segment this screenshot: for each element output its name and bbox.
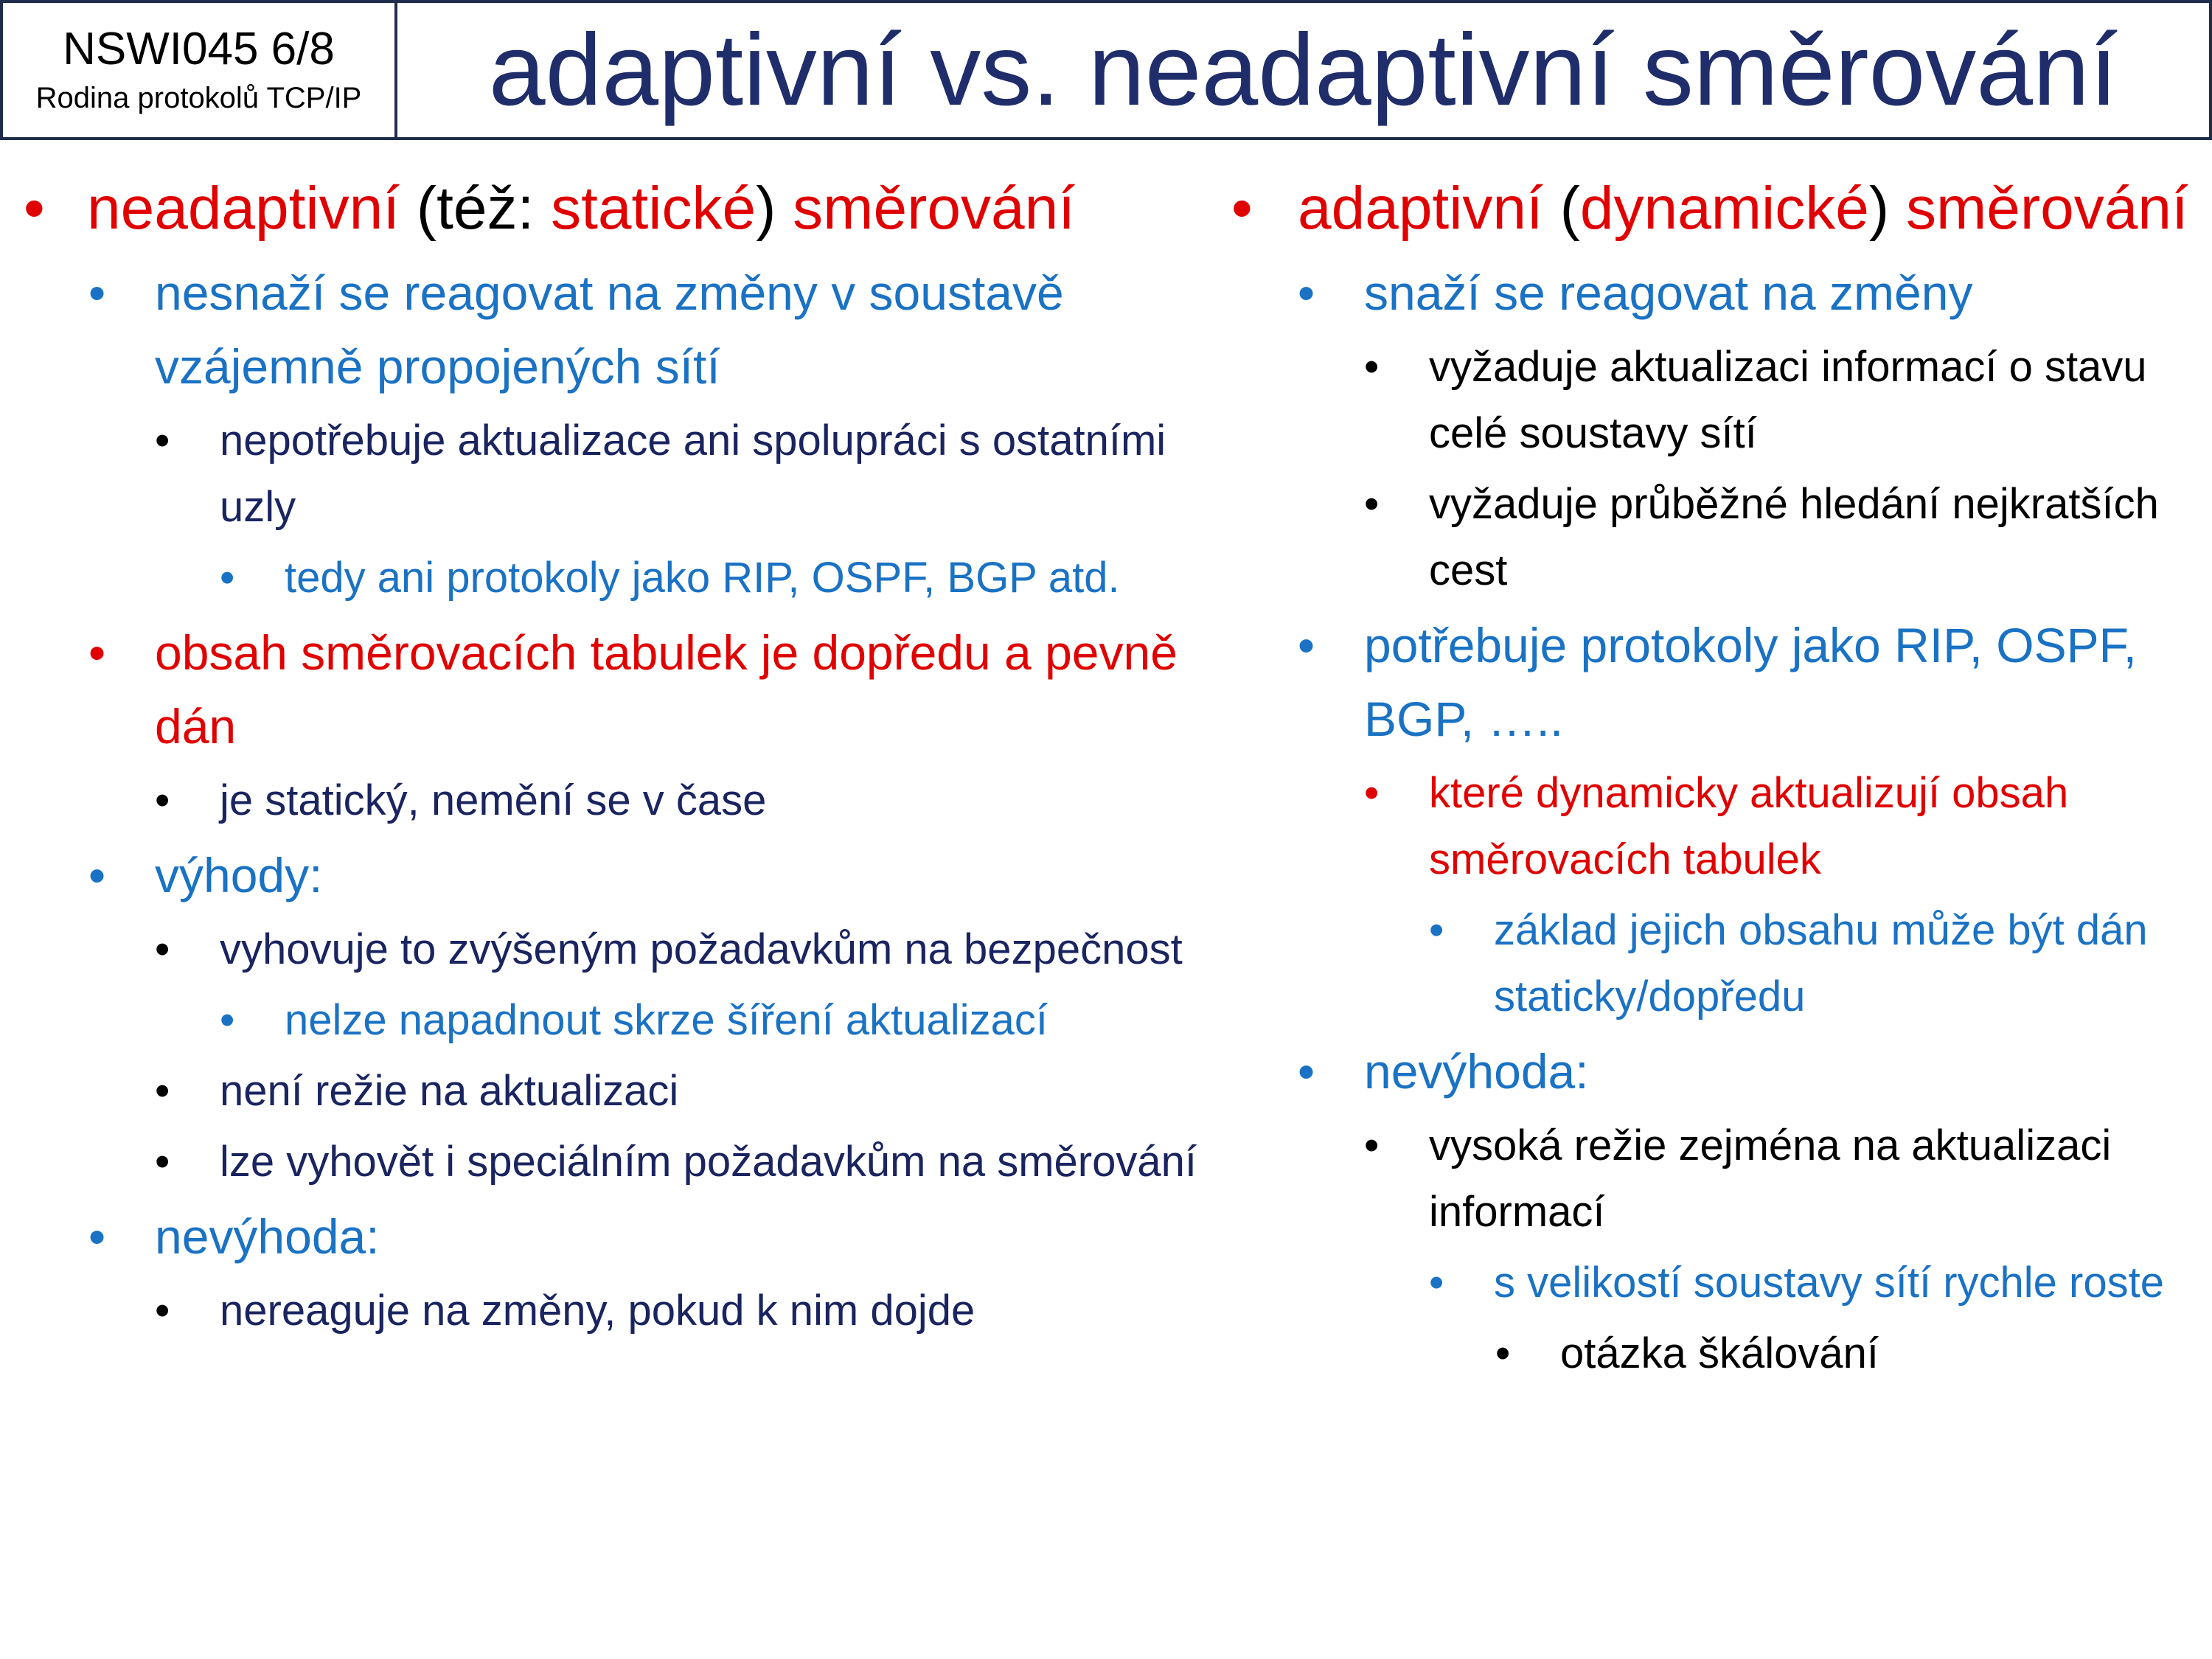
- left-heading-part-5: směrování: [793, 175, 1075, 242]
- right-heading-part-3: dynamické: [1579, 175, 1869, 242]
- title-area: [397, 3, 2209, 137]
- page-title: adaptivní vs. neadaptivní směrování: [488, 13, 2118, 127]
- bullet-icon: •: [88, 265, 106, 320]
- list-item: [0, 1129, 1231, 1195]
- list-item: [0, 1200, 1231, 1273]
- list-item-text: výhody:: [155, 848, 323, 902]
- bullet-icon: •: [1231, 175, 1253, 242]
- list-item: [1209, 256, 2212, 330]
- list-item: [0, 917, 1231, 983]
- right-heading-part-4: ): [1868, 175, 1906, 242]
- list-item-text: nereaguje na změny, pokud k nim dojde: [220, 1287, 975, 1335]
- right-heading-part-1: adaptivní: [1298, 175, 1543, 242]
- bullet-icon: •: [155, 1067, 170, 1115]
- list-item-text: potřebuje protokoly jako RIP, OSPF, BGP, …..: [1364, 618, 2138, 746]
- bullet-icon: •: [1364, 480, 1380, 528]
- bullet-icon: •: [1364, 769, 1380, 817]
- bullet-icon: •: [24, 175, 45, 242]
- bullet-icon: •: [88, 625, 106, 680]
- bullet-icon: •: [155, 417, 170, 465]
- bullet-icon: •: [1298, 1044, 1315, 1099]
- list-item: [1209, 1034, 2212, 1108]
- list-item-text: lze vyhovět i speciálním požadavkům na směrování: [220, 1138, 1197, 1186]
- bullet-icon: •: [1429, 906, 1444, 954]
- list-item-text: vyžaduje průběžné hledání nejkratších cest: [1429, 480, 2159, 594]
- list-item: [0, 987, 1231, 1054]
- list-item: [1209, 1250, 2212, 1316]
- right-heading-part-2: (: [1543, 175, 1580, 242]
- bullet-icon: •: [1298, 265, 1315, 320]
- list-item-text: není režie na aktualizaci: [220, 1067, 679, 1115]
- list-item-text: nevýhoda:: [1364, 1044, 1589, 1099]
- list-item-text: nesnaží se reagovat na změny v soustavě vzájemně propojených sítí: [155, 265, 1064, 394]
- bullet-icon: •: [155, 776, 170, 824]
- list-item: [0, 838, 1231, 912]
- bullet-icon: •: [1364, 1121, 1380, 1169]
- left-heading-part-2: (též:: [400, 175, 552, 242]
- left-heading-part-4: ): [756, 175, 793, 242]
- bullet-icon: •: [220, 996, 235, 1044]
- bullet-icon: •: [1298, 618, 1315, 672]
- bullet-icon: •: [220, 554, 235, 602]
- left-heading-part-1: neadaptivní: [87, 175, 400, 242]
- list-item-text: tedy ani protokoly jako RIP, OSPF, BGP atd.: [285, 554, 1120, 602]
- right-heading: [1209, 166, 2212, 251]
- bullet-icon: •: [1495, 1329, 1511, 1377]
- list-item-text: nelze napadnout skrze šíření aktualizací: [285, 996, 1048, 1044]
- bullet-icon: •: [155, 925, 170, 973]
- right-column: [1209, 166, 2212, 1387]
- list-item: [1209, 471, 2212, 604]
- list-item-text: snaží se reagovat na změny: [1364, 265, 1973, 320]
- list-item-text: nevýhoda:: [155, 1209, 380, 1264]
- list-item: [0, 408, 1231, 540]
- list-item: [1209, 1321, 2212, 1387]
- list-item-text: je statický, nemění se v čase: [220, 776, 767, 824]
- list-item-text: základ jejich obsahu může být dán staticky/dopředu: [1494, 906, 2148, 1020]
- list-item-text: vyžaduje aktualizaci informací o stavu celé soustavy sítí: [1429, 343, 2147, 457]
- list-item: [0, 545, 1231, 611]
- left-heading: [0, 166, 1231, 251]
- list-item: [1209, 1113, 2212, 1245]
- bullet-icon: •: [88, 848, 106, 902]
- list-item: [0, 616, 1231, 763]
- right-heading-part-5: směrování: [1905, 175, 2188, 242]
- list-item: [0, 1058, 1231, 1124]
- list-item-text: s velikostí soustavy sítí rychle roste: [1494, 1259, 2164, 1307]
- bullet-icon: •: [155, 1138, 170, 1186]
- list-item-text: vysoká režie zejména na aktualizaci informací: [1429, 1121, 2112, 1236]
- bullet-icon: •: [1429, 1259, 1444, 1307]
- list-item-text: které dynamicky aktualizují obsah směrovacích tabulek: [1429, 769, 2069, 883]
- left-heading-part-3: statické: [551, 175, 757, 242]
- slide-header: [0, 0, 2212, 140]
- list-item-text: nepotřebuje aktualizace ani spolupráci s ostatními uzly: [220, 417, 1166, 531]
- bullet-icon: •: [155, 1287, 170, 1335]
- left-column: [0, 166, 1231, 1349]
- list-item: [1209, 897, 2212, 1030]
- course-subtitle: Rodina protokolů TCP/IP: [35, 82, 362, 115]
- bullet-icon: •: [88, 1209, 106, 1264]
- course-code: NSWI045 6/8: [63, 23, 335, 74]
- list-item: [1209, 608, 2212, 756]
- course-info-box: [3, 3, 397, 137]
- list-item: [0, 1278, 1231, 1344]
- list-item-text: otázka škálování: [1560, 1329, 1879, 1377]
- list-item: [1209, 760, 2212, 893]
- list-item-text: vyhovuje to zvýšeným požadavkům na bezpečnost: [220, 925, 1183, 973]
- list-item: [0, 768, 1231, 834]
- list-item: [1209, 334, 2212, 467]
- list-item: [0, 256, 1231, 403]
- bullet-icon: •: [1364, 343, 1380, 391]
- list-item-text: obsah směrovacích tabulek je dopředu a pevně dán: [155, 625, 1178, 754]
